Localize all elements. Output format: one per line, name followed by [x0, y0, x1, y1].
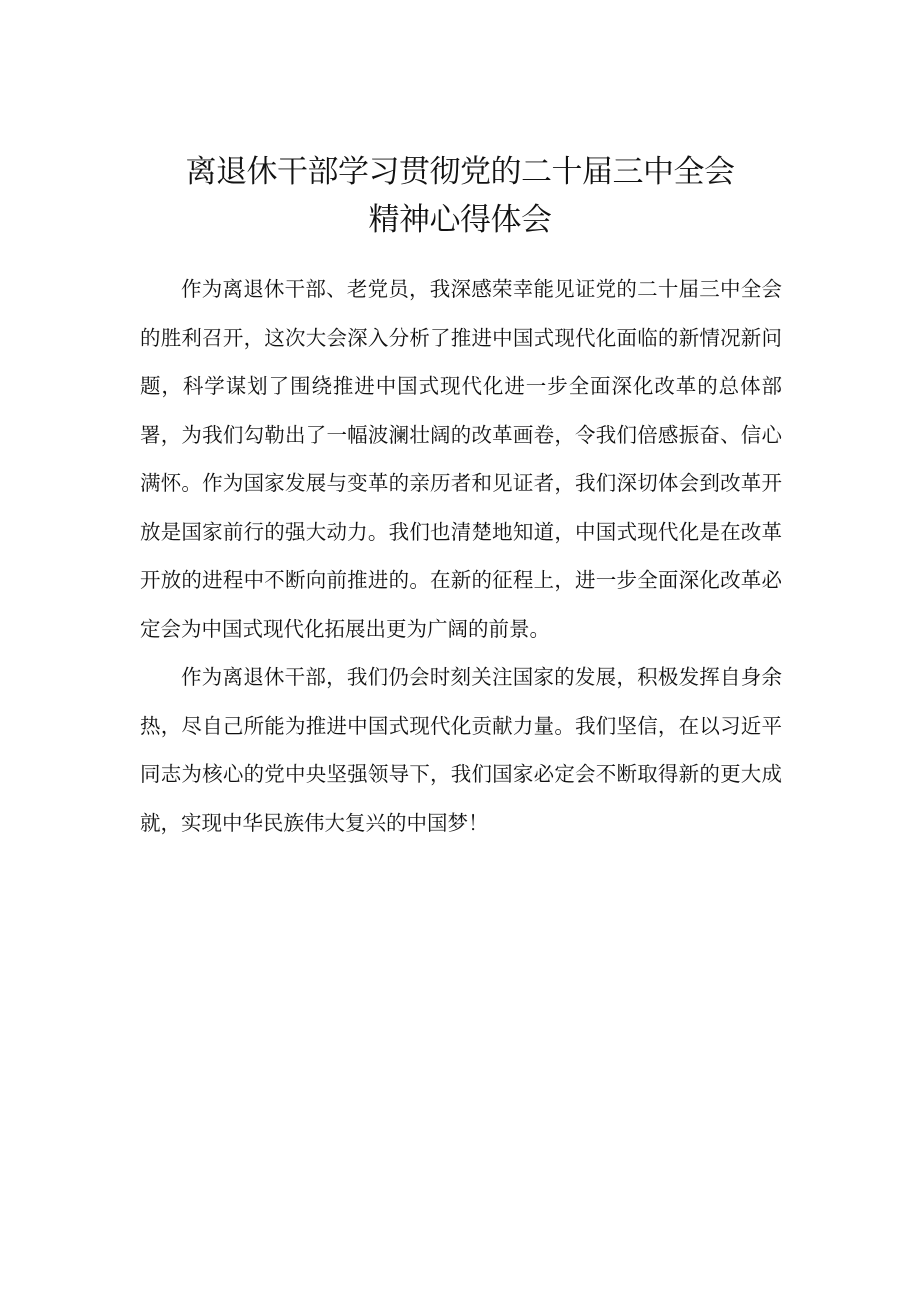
paragraph-2: 作为离退休干部，我们仍会时刻关注国家的发展，积极发挥自身余热，尽自己所能为推进中国式现代化贡献力量。我们坚信，在以习近平同志为核心的党中央坚强领导下，我们国家必定会不断取得新的更大成就，实现中华民族伟大复兴的中国梦！: [140, 665, 782, 835]
title-line-2: 精神心得体会: [368, 202, 552, 238]
title-line-1: 离退休干部学习贯彻党的二十届三中全会: [185, 154, 735, 190]
document-body: [140, 265, 782, 847]
page-title: [0, 148, 920, 244]
paragraph-1: 作为离退休干部、老党员，我深感荣幸能见证党的二十届三中全会的胜利召开，这次大会深入分析了推进中国式现代化面临的新情况新问题，科学谋划了围绕推进中国式现代化进一步全面深化改革的总体部署，为我们勾勒出了一幅波澜壮阔的改革画卷，令我们倍感振奋、信心满怀。作为国家发展与变革的亲历者和见证者，我们深切体会到改革开放是国家前行的强大动力。我们也清楚地知道，中国式现代化是在改革开放的进程中不断向前推进的。在新的征程上，进一步全面深化改革必定会为中国式现代化拓展出更为广阔的前景。: [140, 277, 782, 641]
